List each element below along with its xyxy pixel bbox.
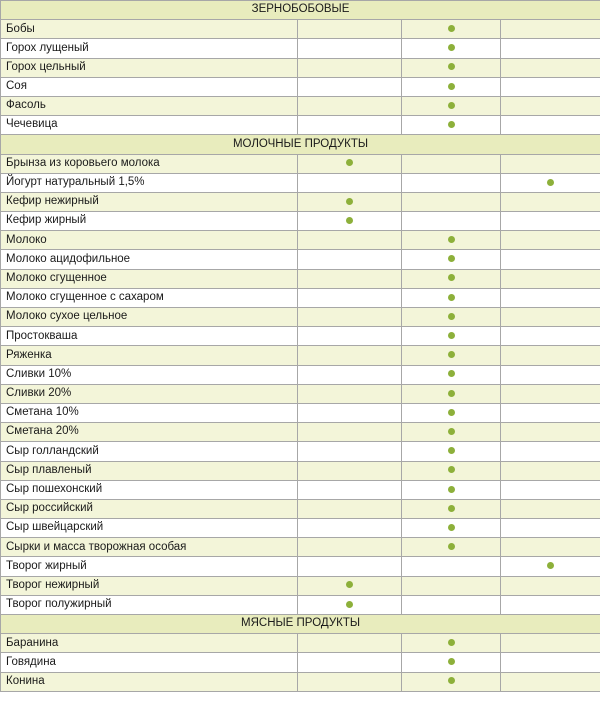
product-name: Творог полужирный [1,595,298,614]
table-row [1,595,600,614]
mark-cell-3 [501,653,600,672]
green-dot-icon [346,581,353,588]
mark-cell-1 [298,308,402,327]
green-dot-icon [448,428,455,435]
table-row [1,538,600,557]
product-name: Сметана 10% [1,403,298,422]
mark-cell-2 [402,403,501,422]
mark-cell-1 [298,384,402,403]
table-row [1,423,600,442]
table-row [1,58,600,77]
table-row [1,634,600,653]
mark-cell-2 [402,384,501,403]
table-row [1,653,600,672]
table-row [1,192,600,211]
mark-cell-2 [402,58,501,77]
mark-cell-3 [501,250,600,269]
table-row [1,403,600,422]
green-dot-icon [448,505,455,512]
mark-cell-1 [298,20,402,39]
table-row [1,269,600,288]
green-dot-icon [448,236,455,243]
mark-cell-2 [402,20,501,39]
product-name: Творог жирный [1,557,298,576]
mark-cell-1 [298,499,402,518]
mark-cell-3 [501,231,600,250]
mark-cell-3 [501,116,600,135]
mark-cell-2 [402,442,501,461]
mark-cell-1 [298,288,402,307]
section-title: ЗЕРНОБОБОВЫЕ [1,1,600,20]
mark-cell-2 [402,595,501,614]
green-dot-icon [448,524,455,531]
product-name: Чечевица [1,116,298,135]
product-name: Горох цельный [1,58,298,77]
table-row [1,308,600,327]
mark-cell-2 [402,212,501,231]
mark-cell-1 [298,116,402,135]
green-dot-icon [448,332,455,339]
product-name: Творог нежирный [1,576,298,595]
green-dot-icon [448,351,455,358]
green-dot-icon [448,409,455,416]
product-name: Сыр пошехонский [1,480,298,499]
table-row [1,116,600,135]
mark-cell-1 [298,327,402,346]
product-name: Сметана 20% [1,423,298,442]
section-header [1,615,600,634]
table-row [1,20,600,39]
green-dot-icon [448,543,455,550]
table-row [1,250,600,269]
table-row [1,288,600,307]
table-row [1,173,600,192]
mark-cell-2 [402,173,501,192]
green-dot-icon [547,179,554,186]
product-name: Брынза из коровьего молока [1,154,298,173]
mark-cell-2 [402,327,501,346]
green-dot-icon [448,677,455,684]
mark-cell-2 [402,423,501,442]
mark-cell-1 [298,480,402,499]
green-dot-icon [448,370,455,377]
mark-cell-1 [298,173,402,192]
mark-cell-1 [298,461,402,480]
mark-cell-3 [501,461,600,480]
mark-cell-3 [501,672,600,691]
mark-cell-1 [298,39,402,58]
mark-cell-3 [501,519,600,538]
product-name: Кефир жирный [1,212,298,231]
mark-cell-3 [501,480,600,499]
mark-cell-1 [298,192,402,211]
table-row [1,442,600,461]
mark-cell-2 [402,461,501,480]
green-dot-icon [448,44,455,51]
mark-cell-1 [298,442,402,461]
mark-cell-3 [501,557,600,576]
mark-cell-1 [298,595,402,614]
mark-cell-2 [402,365,501,384]
mark-cell-1 [298,154,402,173]
mark-cell-3 [501,96,600,115]
mark-cell-3 [501,365,600,384]
mark-cell-3 [501,269,600,288]
mark-cell-3 [501,327,600,346]
product-name: Молоко сгущенное с сахаром [1,288,298,307]
green-dot-icon [448,255,455,262]
table-row [1,499,600,518]
section-title: МЯСНЫЕ ПРОДУКТЫ [1,615,600,634]
mark-cell-1 [298,538,402,557]
mark-cell-2 [402,499,501,518]
mark-cell-3 [501,595,600,614]
mark-cell-2 [402,519,501,538]
product-name: Кефир нежирный [1,192,298,211]
table-row [1,519,600,538]
green-dot-icon [448,294,455,301]
mark-cell-1 [298,346,402,365]
mark-cell-1 [298,576,402,595]
mark-cell-1 [298,423,402,442]
green-dot-icon [448,102,455,109]
product-name: Сырки и масса творожная особая [1,538,298,557]
table-row [1,154,600,173]
mark-cell-2 [402,192,501,211]
green-dot-icon [448,83,455,90]
mark-cell-2 [402,346,501,365]
table-row [1,96,600,115]
green-dot-icon [448,313,455,320]
table-row [1,231,600,250]
table-row [1,384,600,403]
green-dot-icon [448,25,455,32]
mark-cell-3 [501,20,600,39]
table-row [1,77,600,96]
green-dot-icon [448,466,455,473]
mark-cell-1 [298,96,402,115]
mark-cell-3 [501,634,600,653]
mark-cell-3 [501,154,600,173]
product-name: Сыр швейцарский [1,519,298,538]
mark-cell-2 [402,96,501,115]
green-dot-icon [547,562,554,569]
mark-cell-1 [298,557,402,576]
mark-cell-1 [298,77,402,96]
green-dot-icon [346,159,353,166]
product-name: Сливки 10% [1,365,298,384]
mark-cell-2 [402,154,501,173]
mark-cell-3 [501,39,600,58]
mark-cell-3 [501,192,600,211]
mark-cell-1 [298,269,402,288]
mark-cell-3 [501,77,600,96]
product-name: Сыр российский [1,499,298,518]
green-dot-icon [448,63,455,70]
mark-cell-2 [402,634,501,653]
mark-cell-3 [501,212,600,231]
mark-cell-1 [298,519,402,538]
table-row [1,576,600,595]
product-name: Баранина [1,634,298,653]
mark-cell-3 [501,58,600,77]
mark-cell-3 [501,403,600,422]
mark-cell-1 [298,250,402,269]
mark-cell-2 [402,116,501,135]
mark-cell-2 [402,288,501,307]
mark-cell-3 [501,308,600,327]
mark-cell-2 [402,480,501,499]
green-dot-icon [346,601,353,608]
mark-cell-3 [501,288,600,307]
table-row [1,557,600,576]
table-row [1,365,600,384]
green-dot-icon [448,447,455,454]
product-name: Фасоль [1,96,298,115]
product-name: Ряженка [1,346,298,365]
mark-cell-2 [402,269,501,288]
mark-cell-2 [402,653,501,672]
green-dot-icon [448,658,455,665]
mark-cell-3 [501,384,600,403]
product-name: Йогурт натуральный 1,5% [1,173,298,192]
mark-cell-3 [501,346,600,365]
green-dot-icon [346,217,353,224]
product-name: Горох лущеный [1,39,298,58]
product-name: Сыр голландский [1,442,298,461]
product-name: Сыр плавленый [1,461,298,480]
product-name: Конина [1,672,298,691]
table-row [1,672,600,691]
product-name: Говядина [1,653,298,672]
product-name: Соя [1,77,298,96]
product-name: Сливки 20% [1,384,298,403]
mark-cell-2 [402,672,501,691]
mark-cell-3 [501,423,600,442]
green-dot-icon [448,274,455,281]
table-row [1,327,600,346]
green-dot-icon [448,486,455,493]
mark-cell-3 [501,499,600,518]
mark-cell-2 [402,576,501,595]
product-name: Молоко сухое цельное [1,308,298,327]
table-row [1,212,600,231]
mark-cell-3 [501,576,600,595]
section-title: МОЛОЧНЫЕ ПРОДУКТЫ [1,135,600,154]
mark-cell-2 [402,308,501,327]
mark-cell-1 [298,672,402,691]
section-header [1,1,600,20]
product-name: Молоко ацидофильное [1,250,298,269]
mark-cell-1 [298,653,402,672]
mark-cell-1 [298,634,402,653]
mark-cell-2 [402,77,501,96]
mark-cell-1 [298,58,402,77]
green-dot-icon [448,639,455,646]
mark-cell-1 [298,212,402,231]
mark-cell-2 [402,231,501,250]
table-row [1,39,600,58]
table-row [1,461,600,480]
mark-cell-1 [298,231,402,250]
mark-cell-2 [402,39,501,58]
mark-cell-3 [501,442,600,461]
mark-cell-2 [402,250,501,269]
mark-cell-1 [298,365,402,384]
mark-cell-1 [298,403,402,422]
table-body [1,1,600,692]
mark-cell-2 [402,538,501,557]
table-row [1,480,600,499]
green-dot-icon [448,121,455,128]
mark-cell-3 [501,173,600,192]
green-dot-icon [346,198,353,205]
section-header [1,135,600,154]
product-name: Молоко [1,231,298,250]
table-row [1,346,600,365]
green-dot-icon [448,390,455,397]
mark-cell-2 [402,557,501,576]
product-name: Простокваша [1,327,298,346]
mark-cell-3 [501,538,600,557]
product-name: Молоко сгущенное [1,269,298,288]
product-name: Бобы [1,20,298,39]
